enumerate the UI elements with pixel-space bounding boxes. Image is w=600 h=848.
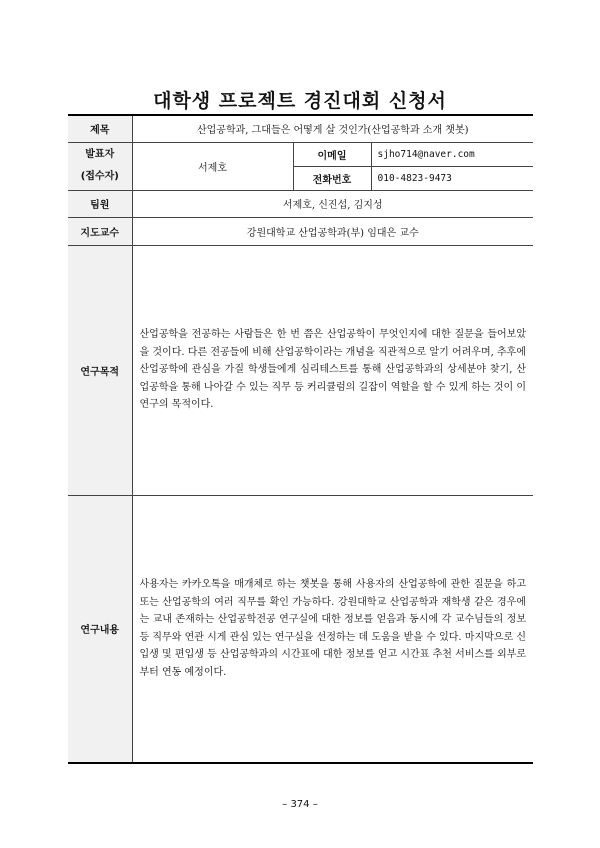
content-text: 사용자는 카카오톡을 매개체로 하는 챗봇을 통해 사용자의 산업공학에 관한 질문을 하고 또는 산업공학의 여러 직무를 확인 가능하다. 강원대학교 산업공학과 재학생 같은 경우에는 교내 존재하는 산업공학전공 연구실에 대한 정보를 얻음과 동시에 각 교수님들의 정보 등 직무와 연관 시게 관심 있는 연구실을 선정하는 데 도움을 받을 수 있다. 마지막으로 신입생 및 편입생 등 산업공학과의 시간표에 대한 정보를 얻고 시간표 추천 서비스를 외부로부터 연동 예정이다. xyxy=(132,495,533,763)
title-label: 제목 xyxy=(68,115,132,142)
purpose-label: 연구목적 xyxy=(68,245,132,495)
content-label: 연구내용 xyxy=(68,495,132,763)
presenter-row-email xyxy=(68,142,533,166)
phone-label: 전화번호 xyxy=(293,166,371,190)
title-row xyxy=(68,115,533,142)
presenter-label-line1: 발표자 xyxy=(85,149,115,160)
application-form xyxy=(68,114,533,764)
content-row xyxy=(68,495,533,763)
presenter-label xyxy=(68,142,132,190)
phone-value: 010-4823-9473 xyxy=(371,166,533,190)
email-value: sjho714@naver.com xyxy=(371,142,533,166)
advisor-value: 강원대학교 산업공학과(부) 임대은 교수 xyxy=(132,217,533,245)
page-title: 대학생 프로젝트 경진대회 신청서 xyxy=(153,90,447,112)
page-number: – 374 – xyxy=(282,799,318,810)
purpose-row xyxy=(68,245,533,495)
team-value: 서제호, 신진섭, 김지성 xyxy=(132,190,533,217)
presenter-label-line2: (접수자) xyxy=(80,171,119,182)
email-label: 이메일 xyxy=(293,142,371,166)
team-row xyxy=(68,190,533,217)
title-value: 산업공학과, 그대들은 어떻게 살 것인가(산업공학과 소개 챗봇) xyxy=(132,115,533,142)
team-label: 팀원 xyxy=(68,190,132,217)
advisor-row xyxy=(68,217,533,245)
advisor-label: 지도교수 xyxy=(68,217,132,245)
purpose-text: 산업공학을 전공하는 사람들은 한 번 쯤은 산업공학이 무엇인지에 대한 질문을 들어보았을 것이다. 다른 전공들에 비해 산업공학이라는 개념을 직관적으로 알기 어려우며, 추후에 산업공학에 관심을 가질 학생들에게 심리테스트를 통해 산업공학과의 상세분야 찾기, 산업공학을 통해 나아갈 수 있는 직무 등 커리큘럼의 길잡이 역할을 할 수 있게 하는 것이 이 연구의 목적이다. xyxy=(132,245,533,495)
presenter-value: 서제호 xyxy=(132,142,293,190)
